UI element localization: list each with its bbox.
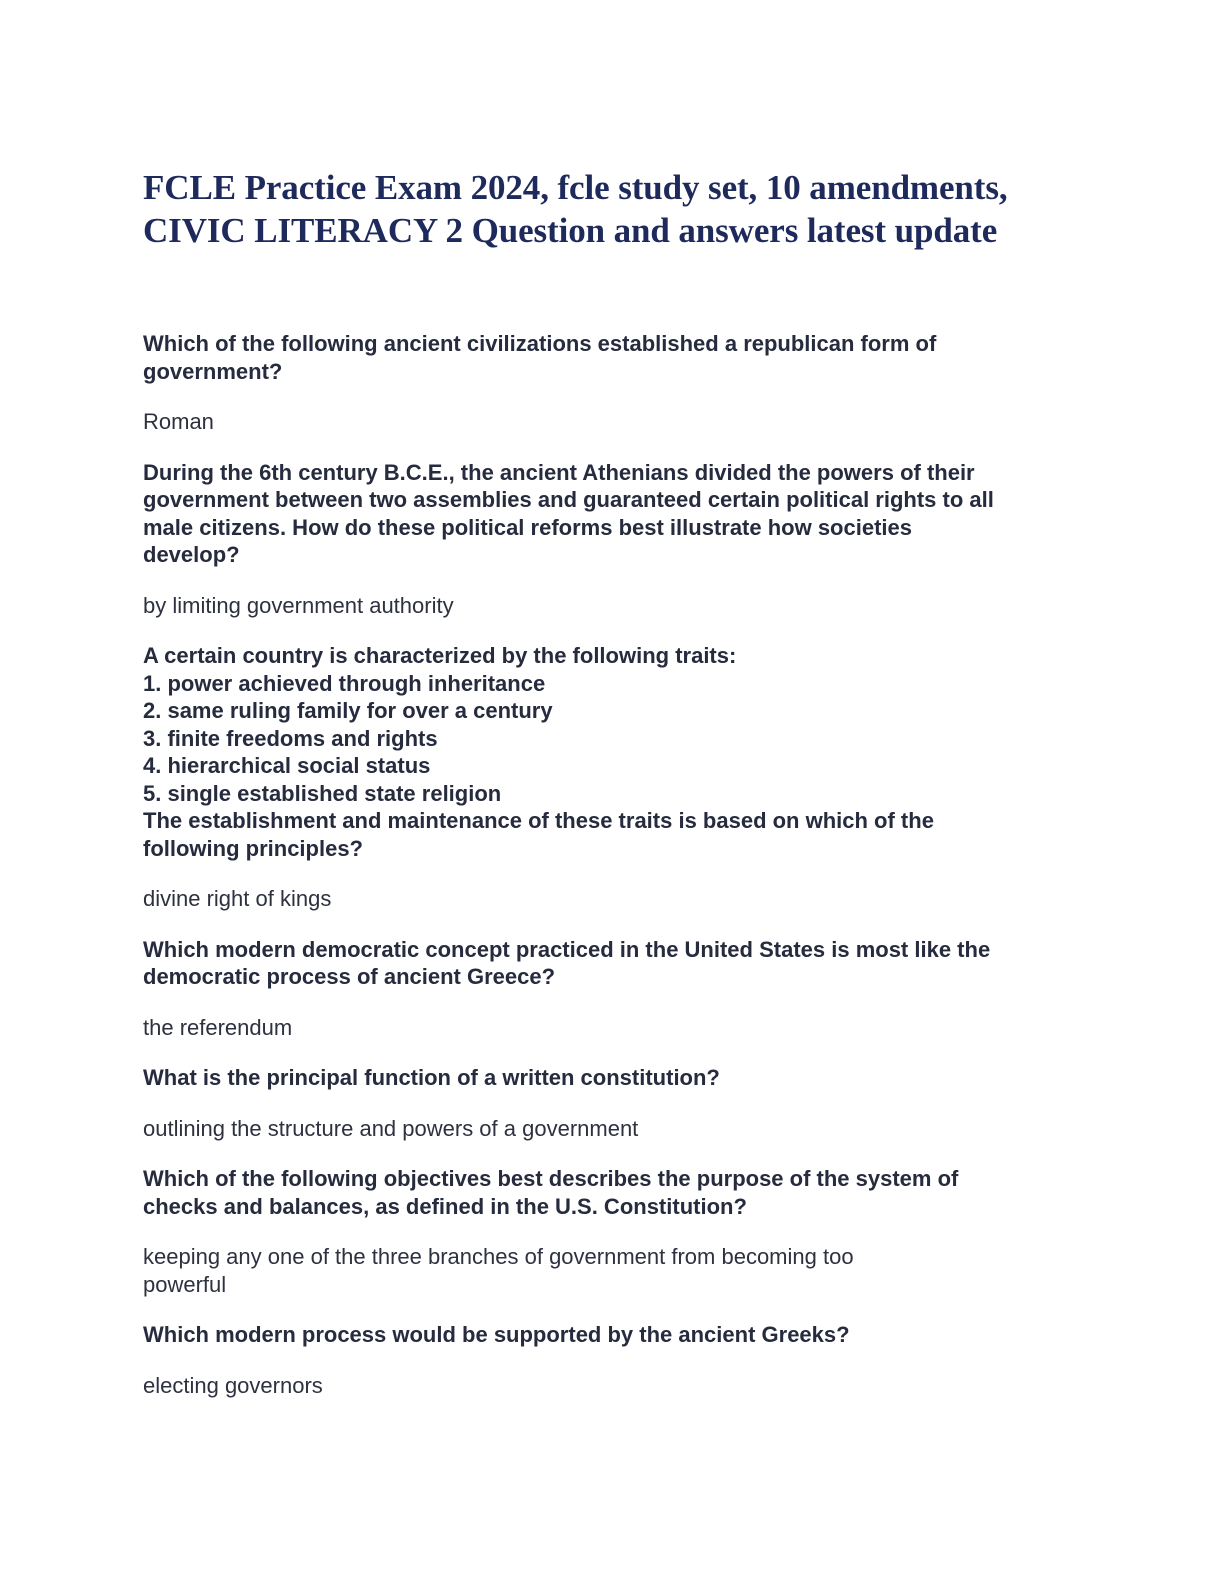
- answer-7: electing governors: [143, 1372, 323, 1398]
- question-6: Which of the following objectives best describes the purpose of the system of checks and balances, as defined in the U.S. Constitution?: [143, 1166, 959, 1219]
- question-7: Which modern process would be supported by the ancient Greeks?: [143, 1322, 850, 1347]
- answer-5: outlining the structure and powers of a government: [143, 1115, 639, 1141]
- question-3: A certain country is characterized by the following traits: 1. power achieved through inheritance 2. same ruling family for over a century 3. finite freedoms and rights 4. hierarchical social status 5. single established state religion The establishment and maintenance of these traits is based on which of the following principles?: [143, 643, 934, 861]
- qa-item-2: [143, 459, 1083, 620]
- document-title: FCLE Practice Exam 2024, fcle study set, 10 amendments, CIVIC LITERACY 2 Question and answers latest update: [143, 168, 1008, 250]
- answer-2: by limiting government authority: [143, 592, 454, 618]
- qa-list: [143, 330, 1083, 1399]
- qa-item-6: [143, 1165, 1083, 1298]
- question-2: During the 6th century B.C.E., the ancient Athenians divided the powers of their government between two assemblies and guaranteed certain political rights to all male citizens. How do these political reforms best illustrate how societies develop?: [143, 459, 994, 567]
- qa-item-1: [143, 330, 1083, 436]
- answer-1: Roman: [143, 409, 214, 434]
- qa-item-7: [143, 1321, 1083, 1399]
- qa-item-4: [143, 936, 1083, 1042]
- answer-6: keeping any one of the three branches of government from becoming too powerful: [143, 1244, 854, 1297]
- question-4: Which modern democratic concept practiced in the United States is most like the democratic process of ancient Greece?: [143, 936, 991, 989]
- answer-4: the referendum: [143, 1014, 293, 1040]
- question-1: Which of the following ancient civilizations established a republican form of government?: [143, 331, 937, 384]
- document-page: [143, 166, 1083, 1422]
- qa-item-5: [143, 1064, 1083, 1142]
- answer-3: divine right of kings: [143, 886, 332, 911]
- qa-item-3: [143, 642, 1083, 913]
- question-5: What is the principal function of a written constitution?: [143, 1065, 720, 1090]
